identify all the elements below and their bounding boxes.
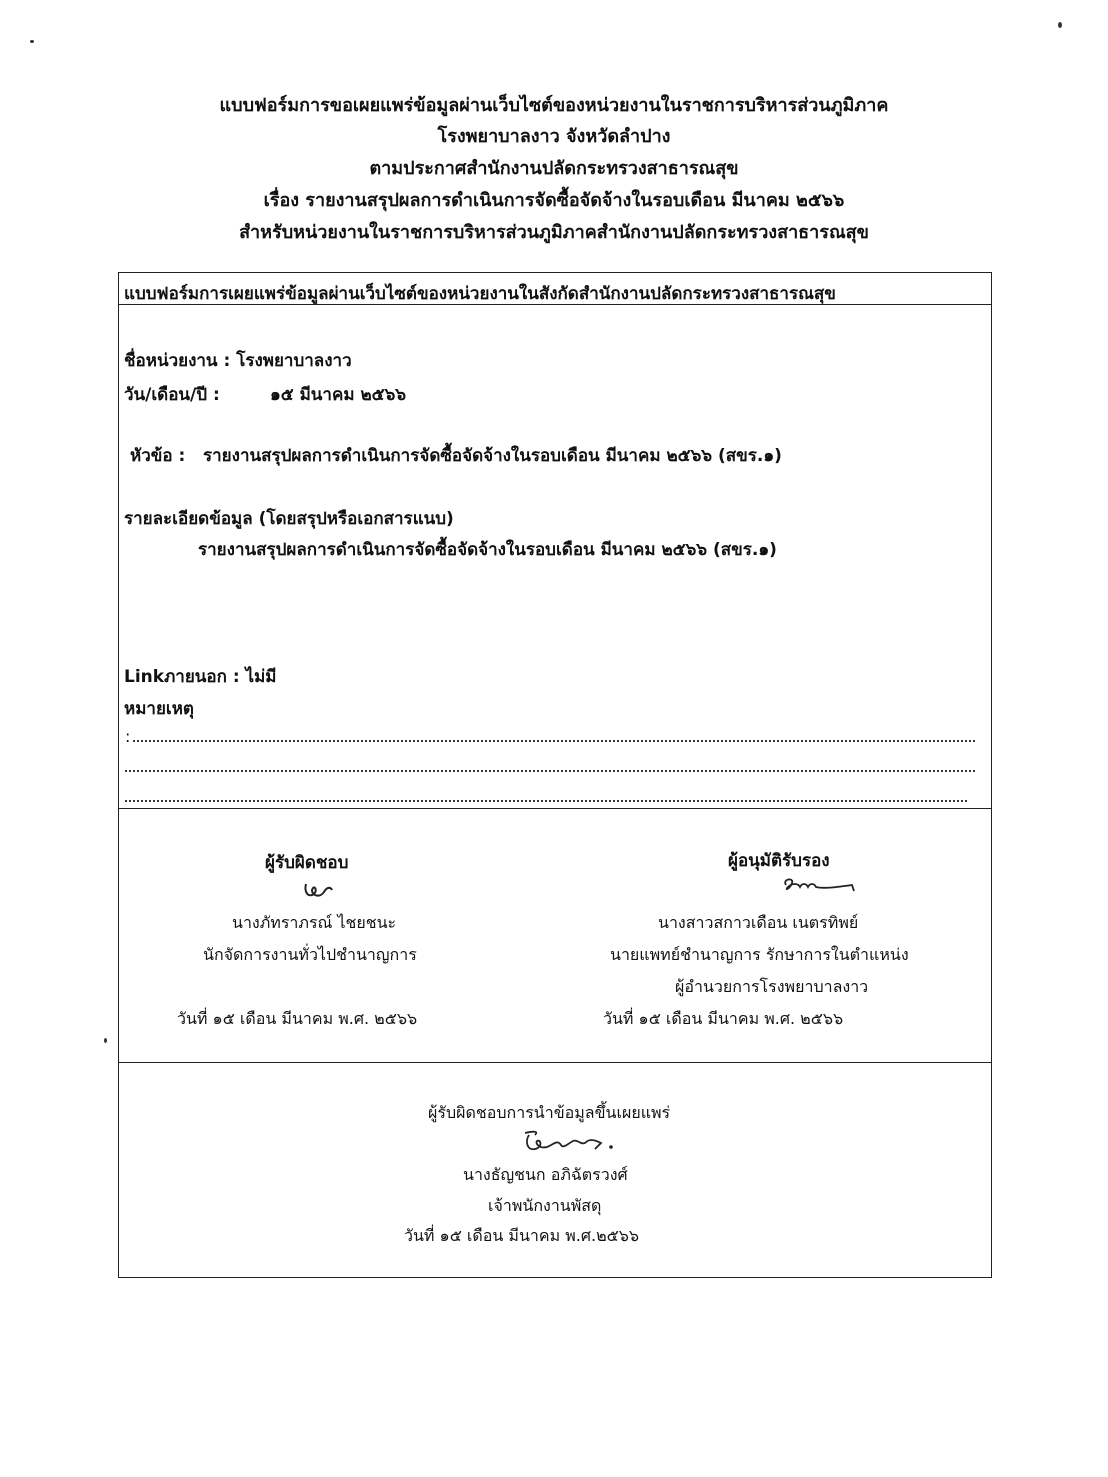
- approver-date: วันที่ ๑๕ เดือน มีนาคม พ.ศ. ๒๕๖๖: [603, 1009, 844, 1028]
- remark-line-3: [125, 800, 967, 802]
- section-divider-1: [118, 808, 992, 809]
- responsible-signature: [300, 876, 340, 904]
- scan-speck: [30, 40, 34, 43]
- section-divider-2: [118, 1062, 992, 1063]
- detail-value: รายงานสรุปผลการดำเนินการจัดซื้อจัดจ้างในรอบเดือน มีนาคม ๒๕๖๖ (สขร.๑): [198, 540, 777, 560]
- remark-line-1: [133, 740, 975, 742]
- header-line-1: แบบฟอร์มการขอเผยแพร่ข้อมูลผ่านเว็บไซต์ของหน่วยงานในราชการบริหารส่วนภูมิภาค: [219, 95, 889, 116]
- publisher-name: นางธัญชนก อภิฉัตรวงศ์: [463, 1165, 628, 1184]
- publisher-date: วันที่ ๑๕ เดือน มีนาคม พ.ศ.๒๕๖๖: [404, 1226, 640, 1245]
- agency-row: [124, 347, 352, 374]
- scan-speck: [1058, 22, 1062, 28]
- remark-line-2: [125, 770, 975, 772]
- link-label: Linkภายนอก :: [124, 667, 246, 687]
- publisher-position: เจ้าพนักงานพัสดุ: [488, 1196, 602, 1215]
- approver-name: นางสาวสกาวเดือน เนตรทิพย์: [658, 913, 859, 932]
- approver-heading: ผู้อนุมัติรับรอง: [728, 851, 830, 871]
- topic-value: รายงานสรุปผลการดำเนินการจัดซื้อจัดจ้างในรอบเดือน มีนาคม ๒๕๖๖ (สขร.๑): [203, 446, 782, 466]
- approver-position-2: ผู้อำนวยการโรงพยาบาลงาว: [675, 977, 869, 996]
- approver-position-1: นายแพทย์ชำนาญการ รักษาการในตำแหน่ง: [610, 945, 909, 964]
- form-title: แบบฟอร์มการเผยแพร่ข้อมูลผ่านเว็บไซต์ของหน่วยงานในสังกัดสำนักงานปลัดกระทรวงสาธารณสุข: [124, 284, 836, 304]
- approver-signature: [780, 873, 860, 899]
- responsible-position: นักจัดการงานทั่วไปชำนาญการ: [203, 945, 417, 964]
- header-line-2: โรงพยาบาลงาว จังหวัดลำปาง: [437, 126, 671, 147]
- link-value: ไม่มี: [245, 667, 277, 687]
- topic-label: หัวข้อ :: [130, 446, 186, 466]
- responsible-date: วันที่ ๑๕ เดือน มีนาคม พ.ศ. ๒๕๖๖: [177, 1009, 418, 1028]
- detail-label: รายละเอียดข้อมูล (โดยสรุปหรือเอกสารแนบ): [124, 509, 454, 529]
- scan-speck: [104, 1038, 107, 1043]
- agency-value: โรงพยาบาลงาว: [236, 351, 352, 371]
- responsible-heading: ผู้รับผิดชอบ: [265, 853, 349, 873]
- remark-label: หมายเหตุ: [124, 699, 194, 719]
- date-value: ๑๕ มีนาคม ๒๕๖๖: [270, 385, 407, 405]
- header-line-3: ตามประกาศสำนักงานปลัดกระทรวงสาธารณสุข: [369, 158, 739, 179]
- publisher-heading: ผู้รับผิดชอบการนำข้อมูลขึ้นเผยแพร่: [428, 1103, 671, 1122]
- publisher-signature: [515, 1125, 625, 1159]
- date-label: วัน/เดือน/ปี :: [124, 385, 220, 405]
- agency-label: ชื่อหน่วยงาน :: [124, 351, 237, 371]
- remark-prefix: :: [125, 727, 131, 746]
- responsible-name: นางภัทราภรณ์ ไชยชนะ: [232, 913, 397, 932]
- header-line-4: เรื่อง รายงานสรุปผลการดำเนินการจัดซื้อจัดจ้างในรอบเดือน มีนาคม ๒๕๖๖: [263, 190, 845, 211]
- header-line-5: สำหรับหน่วยงานในราชการบริหารส่วนภูมิภาคสำนักงานปลัดกระทรวงสาธารณสุข: [239, 222, 869, 243]
- link-row: [124, 663, 277, 690]
